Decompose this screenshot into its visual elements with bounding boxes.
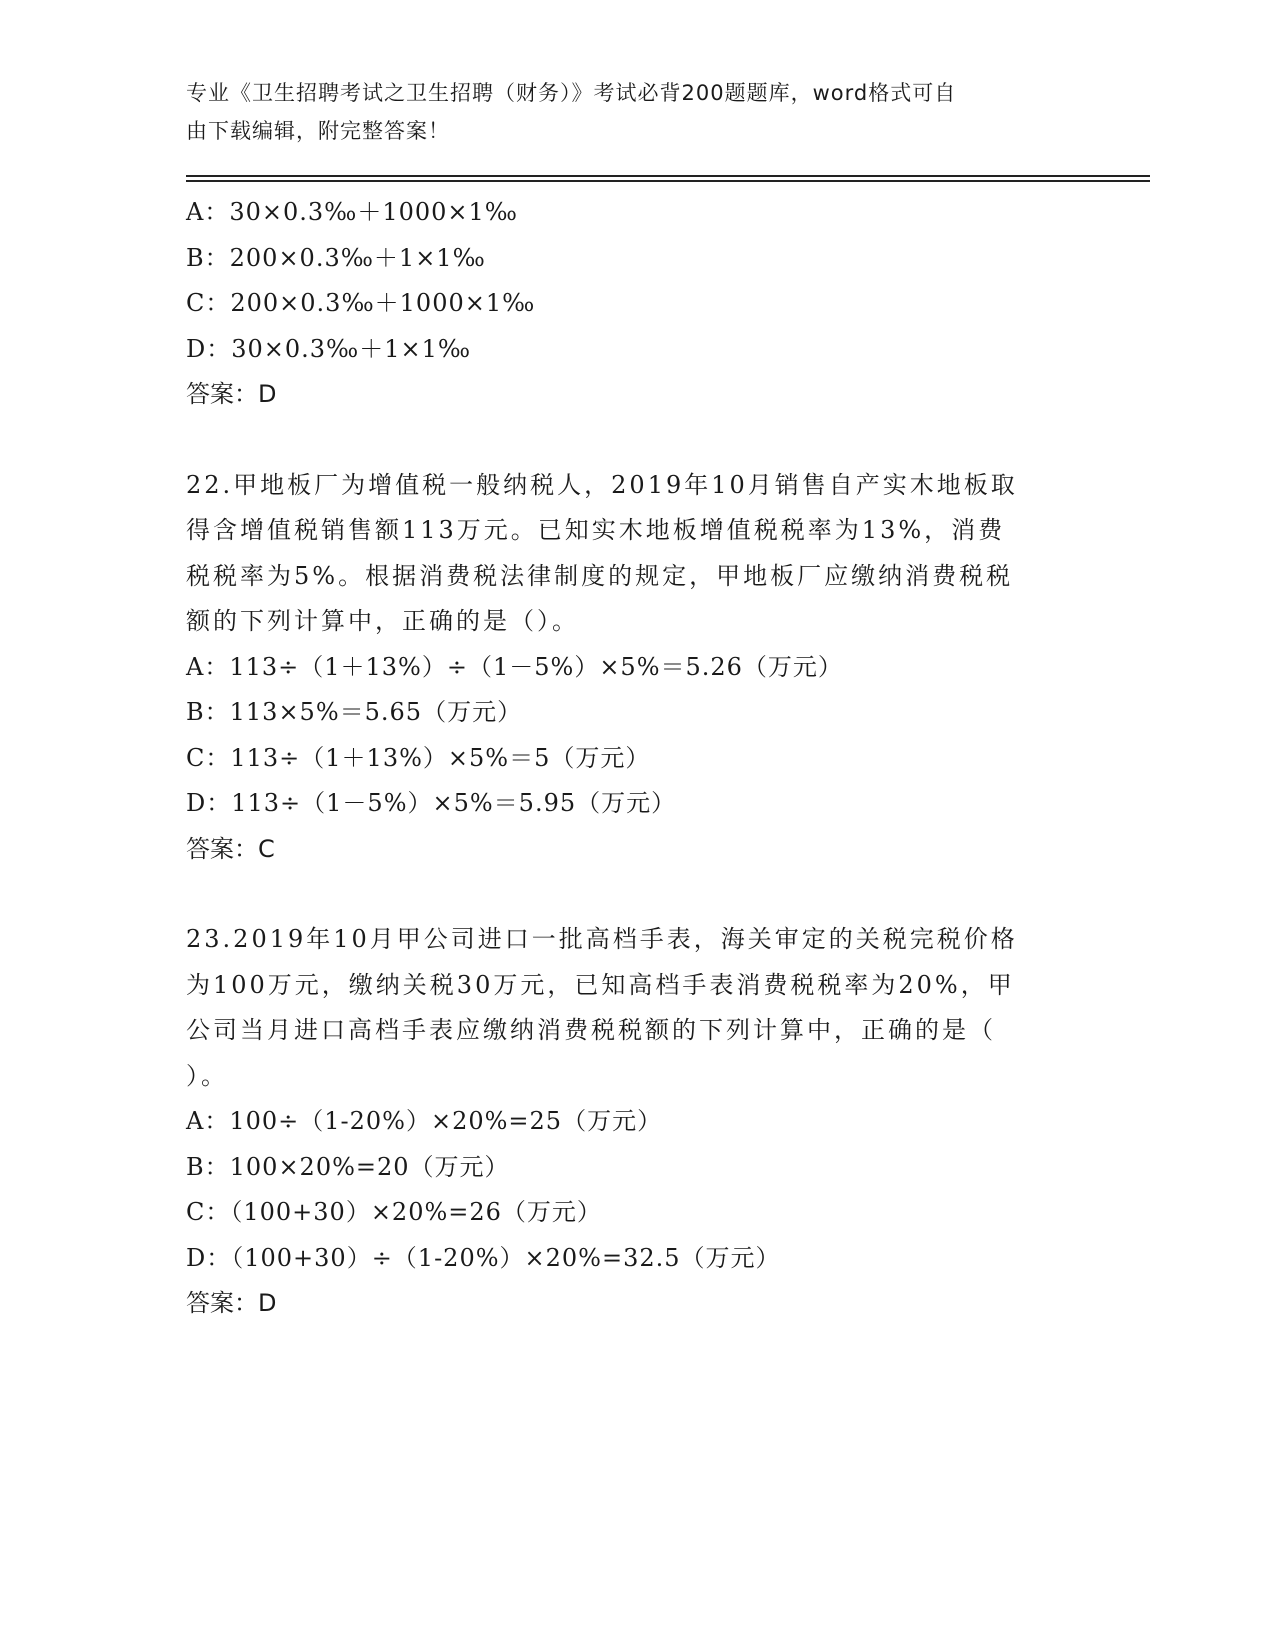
answer-label: 答案：C (186, 834, 275, 863)
option-b: B：200×0.3‰＋1×1‰ (186, 243, 486, 272)
question-22 (186, 463, 1086, 873)
question-text-line: 公司当月进口高档手表应缴纳消费税税额的下列计算中，正确的是（ (186, 1016, 996, 1044)
answer-label: 答案：D (186, 1289, 277, 1317)
question-text-line: 得含增值税销售额113万元。已知实木地板增值税税率为13%，消费 (186, 516, 1006, 544)
option-d: D：（100+30）÷（1-20%）×20%=32.5（万元） (186, 1243, 781, 1272)
document-body (186, 190, 1086, 1327)
question-text-line: 23.2019年10月甲公司进口一批高档手表，海关审定的关税完税价格 (186, 925, 1018, 953)
question-text-line: ）。 (186, 1061, 228, 1090)
option-c: C：200×0.3‰＋1000×1‰ (186, 289, 536, 317)
option-a: A：113÷（1＋13%）÷（1－5%）×5%＝5.26（万元） (186, 652, 843, 681)
option-a: A：100÷（1-20%）×20%=25（万元） (186, 1107, 663, 1135)
option-d: D：113÷（1－5%）×5%＝5.95（万元） (186, 789, 677, 817)
option-d: D：30×0.3‰＋1×1‰ (186, 334, 472, 363)
option-c: C：（100+30）×20%=26（万元） (186, 1198, 602, 1226)
header-divider-bottom (186, 180, 1150, 182)
question-text-line: 税税率为5%。根据消费税法律制度的规定，甲地板厂应缴纳消费税税 (186, 561, 1014, 590)
option-c: C：113÷（1＋13%）×5%＝5（万元） (186, 743, 651, 772)
option-b: B：113×5%＝5.65（万元） (186, 698, 523, 726)
question-text-line: 额的下列计算中，正确的是（）。 (186, 607, 579, 635)
answer-label: 答案：D (186, 380, 277, 408)
header-line-2: 由下载编辑，附完整答案！ (186, 119, 450, 143)
question-22-text (186, 463, 1066, 645)
question-23 (186, 917, 1086, 1327)
document-header (186, 74, 1066, 150)
prev-question (186, 190, 1086, 418)
question-text-line: 为100万元，缴纳关税30万元，已知高档手表消费税税率为20%，甲 (186, 970, 1015, 999)
question-text-line: 22.甲地板厂为增值税一般纳税人，2019年10月销售自产实木地板取 (186, 470, 1018, 499)
option-b: B：100×20%=20（万元） (186, 1152, 510, 1181)
header-line-1: 专业《卫生招聘考试之卫生招聘（财务）》考试必背200题题库，word格式可自 (186, 81, 957, 105)
question-23-text (186, 917, 1066, 1099)
option-a: A：30×0.3‰＋1000×1‰ (186, 198, 519, 226)
header-divider-top (186, 175, 1150, 177)
